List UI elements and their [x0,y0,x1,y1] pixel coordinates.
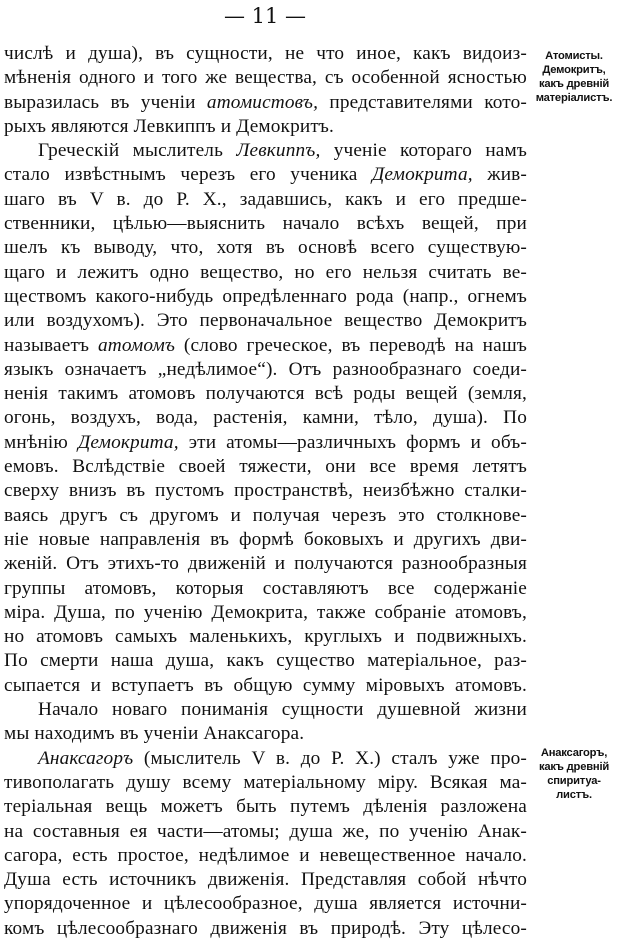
text-run: комъ цѣлесообразнаго движенія въ природѣ. Эту цѣлесо- [4,917,527,939]
margin-note-line: спиритуа- [547,775,601,787]
text-line [4,115,527,139]
text-line [4,625,527,649]
text-run: По смерти наша душа, какъ существо матеріальное, раз- [4,650,527,672]
margin-note-line: Анаксагоръ, [540,747,608,759]
text-run: называетъ [4,334,99,356]
text-run: Греческій мыслитель [38,140,237,162]
margin-note-line: Атомисты. [545,50,603,62]
text-run: но атомовъ самыхъ маленькихъ, круглыхъ и подвижныхъ. [4,626,527,648]
italic-run: Демокрита, [77,431,179,453]
margin-note-line: матеріалистъ. [535,92,613,104]
text-run: шаго въ V в. до Р. Х., задавшись, какъ и его предше- [4,188,527,210]
text-line [4,771,527,795]
text-run: сыпается и вступаетъ въ общую сумму міровыхъ атомовъ. [4,674,527,696]
text-run: упорядоченное и цѣлесообразное, душа является источни- [4,893,527,915]
text-line [4,66,527,90]
text-line [4,42,527,66]
italic-run: Левкиппъ, [236,140,321,162]
text-run: ненія такимъ атомовъ получаются всѣ роды вещей (земля, [4,383,527,405]
text-run: сверху внизъ въ пустомъ пространствѣ, неизбѣжно сталки- [4,480,527,502]
text-line [4,479,527,503]
text-run: емовъ. Вслѣдствіе своей тяжести, они все время летятъ [4,456,527,478]
text-line [4,504,527,528]
text-line [4,358,527,382]
text-run: (слово греческое, въ переводѣ на нашъ [175,334,527,356]
text-run: или воздухомъ). Это первоначальное вещество Демокритъ [4,310,527,332]
text-run: мнѣнію [4,431,78,453]
text-run: ваясь другъ съ другомъ и получая черезъ это столкнове- [4,504,527,526]
text-run: на составныя ея части—атомы; душа же, по ученію Анак- [4,820,527,842]
text-line [4,431,527,455]
text-line [4,795,527,819]
text-run: ществомъ какого-нибудь опредѣленнаго рода (напр., огнемъ [4,285,527,307]
text-run: шелъ къ выводу, что, хотя въ основѣ всего существую- [4,237,527,259]
text-run: міра. Душа, по ученію Демокрита, также собраніе атомовъ, [4,601,527,623]
text-line [4,820,527,844]
text-run: ніе новые направленія въ формѣ боковыхъ и другихъ дви- [4,528,527,550]
text-run: числѣ и душа), въ сущности, не что иное, какъ видоиз- [4,43,527,64]
text-run: мы находимъ въ ученіи Анаксагора. [4,723,305,745]
text-line [4,163,527,187]
text-run: теріальная вещь можетъ быть путемъ дѣленія разложена [4,796,527,818]
text-line [4,455,527,479]
text-line [4,577,527,601]
text-line [4,91,527,115]
text-line [4,285,527,309]
margin-note-line: какъ древній [538,761,610,773]
text-line [4,892,527,916]
text-line [4,649,527,673]
text-line [4,236,527,260]
italic-run: Анаксагоръ [38,747,134,769]
text-line [4,917,527,941]
text-run: Начало новаго пониманія сущности душевной жизни [38,699,527,721]
page-number: — 11 — [223,4,307,28]
text-run: стало извѣстнымъ черезъ его ученика [4,164,373,186]
text-run: группы атомовъ, которыя составляютъ все содержаніе [4,577,527,599]
text-run: тивополагать душу всему матеріальному міру. Всякая ма- [4,771,527,793]
text-line [4,698,527,722]
text-run: щаго и лежитъ одно вещество, но его нельзя считать ве- [4,261,527,283]
text-run: мѣненія одного и того же вещества, съ особенной ясностью [4,67,527,89]
text-line [4,868,527,892]
text-run: огонь, воздухъ, вода, растенія, камни, тѣло, душа). По [4,407,527,429]
italic-run: Демокрита, [372,164,473,186]
italic-run: атомомъ [98,334,176,356]
text-line [4,552,527,576]
text-run: (мыслитель V в. до Р. Х.) сталъ уже про- [133,747,527,769]
text-line [4,188,527,212]
text-line [4,139,527,163]
text-run: ученіе котораго намъ [320,140,527,162]
text-line [4,747,527,771]
text-line [4,601,527,625]
body-text [4,42,527,941]
margin-note-atomists [530,49,618,105]
text-line [4,261,527,285]
margin-note-anaxagoras [530,746,618,802]
italic-run: атомистовъ, [206,91,319,113]
margin-note-line: листъ. [556,789,592,801]
text-line [4,844,527,868]
text-run: эти атомы—различныхъ формъ и объ- [178,431,527,453]
margin-note-line: Демокритъ, [542,64,606,76]
text-run: ственники, цѣлью—выяснить начало всѣхъ вещей, при [4,213,527,235]
text-run: рыхъ являются Левкиппъ и Демокритъ. [4,115,334,137]
text-line [4,212,527,236]
margin-note-line: какъ древній [538,78,610,90]
text-line [4,528,527,552]
text-run: представителями кото- [318,91,527,113]
text-run: сагора, есть простое, недѣлимое и невещественное начало. [4,844,527,866]
text-line [4,382,527,406]
text-line [4,309,527,333]
text-line [4,406,527,430]
text-run: жив- [472,164,527,186]
text-line [4,722,527,746]
text-run: женій. Отъ этихъ-то движеній и получаются разнообразныя [4,553,527,575]
text-line [4,334,527,358]
text-run: выразилась въ ученіи [4,91,207,113]
text-run: Душа есть источникъ движенія. Представляя собой нѣчто [4,869,527,891]
text-run: языкъ означаетъ „недѣлимое“). Отъ разнообразнаго соеди- [4,358,527,380]
text-line [4,674,527,698]
